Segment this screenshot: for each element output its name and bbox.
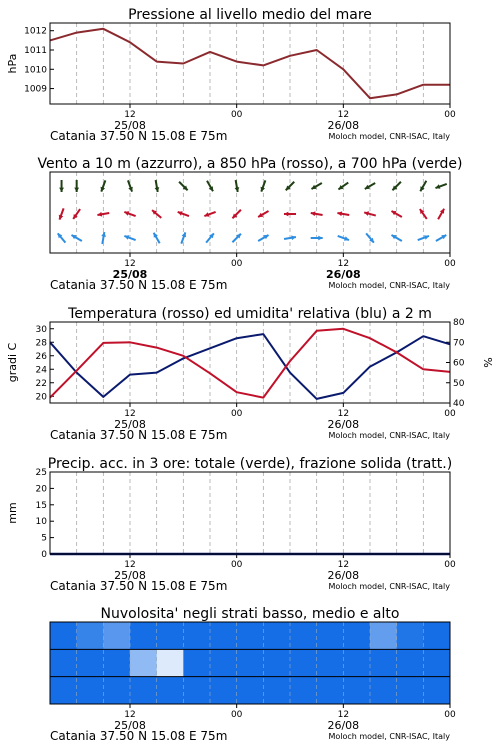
cloud-cell: [157, 622, 184, 649]
y-axis-label: mm: [6, 502, 19, 524]
x-tick-label: 00: [444, 560, 456, 570]
y-tick-label: 28: [35, 338, 47, 349]
cloud-cell: [423, 622, 450, 649]
y-tick-label: 10: [35, 517, 47, 528]
wind-arrow: [438, 209, 444, 219]
cloud-cell: [210, 649, 237, 676]
location-line: Catania 37.50 N 15.08 E 75m: [50, 729, 228, 743]
wind-arrow: [366, 233, 374, 242]
cloud-cell: [423, 649, 450, 676]
y-tick-label: 1009: [24, 84, 47, 95]
wind-arrow: [59, 208, 64, 219]
cloud-cell: [370, 677, 397, 704]
x-tick-label: 00: [230, 409, 243, 419]
date-label: 26/08: [327, 418, 360, 431]
cloud-cell: [317, 622, 344, 649]
pressure-line: [50, 29, 450, 98]
wind-arrow: [154, 233, 160, 243]
x-tick-label: 12: [124, 259, 136, 269]
y-axis-label: gradi C: [6, 342, 19, 383]
x-tick-label: 00: [444, 710, 456, 720]
cloud-cell: [263, 622, 290, 649]
x-tick-label: 00: [444, 110, 456, 120]
y-tick-label-right: 40: [453, 399, 465, 409]
y-tick-label: 22: [35, 378, 47, 389]
cloud-cell: [50, 677, 77, 704]
x-tick-label: 12: [337, 259, 350, 269]
y-tick-label: 24: [35, 365, 47, 376]
cloud-cell: [290, 677, 317, 704]
cloud-cell: [343, 677, 370, 704]
wind-arrow: [286, 182, 294, 190]
wind-arrow: [58, 233, 66, 242]
cloud-cell: [397, 622, 424, 649]
cloud-cell: [263, 677, 290, 704]
x-tick-label: 00: [230, 259, 243, 269]
date-label: 26/08: [327, 719, 360, 732]
cloud-cell: [77, 649, 104, 676]
cloud-cell: [183, 622, 210, 649]
date-label: 25/08: [112, 268, 148, 281]
cloud-cell: [290, 649, 317, 676]
cloud-cell: [317, 649, 344, 676]
cloud-cell: [77, 622, 104, 649]
x-tick-label: 00: [444, 409, 456, 419]
x-tick-label: 12: [337, 710, 350, 720]
cloud-cell: [370, 622, 397, 649]
panel-3: [6, 456, 456, 593]
panel-0: [6, 7, 456, 143]
wind-arrow: [74, 180, 79, 192]
panel-1: [37, 156, 462, 292]
cloud-cell: [103, 677, 130, 704]
plot-frame: [50, 472, 450, 554]
chart-title: Temperatura (rosso) ed umidita' relativa (blu) a 2 m: [68, 306, 432, 322]
cloud-cell: [183, 677, 210, 704]
cloud-cell: [130, 622, 157, 649]
plot-frame: [50, 172, 450, 253]
cloud-cell: [237, 677, 264, 704]
wind-arrow: [232, 210, 240, 218]
wind-arrow: [155, 180, 160, 192]
date-label: 25/08: [114, 418, 146, 431]
chart-title: Vento a 10 m (azzurro), a 850 hPa (rosso), a 700 hPa (verde): [37, 156, 463, 172]
y-tick-label-right: 50: [453, 378, 465, 389]
y-tick-label: 0: [41, 550, 47, 560]
x-tick-label: 12: [124, 409, 136, 419]
cloud-cell: [397, 649, 424, 676]
cloud-cell: [263, 649, 290, 676]
panel-4: [50, 606, 456, 743]
wind-arrow: [435, 184, 446, 189]
wind-arrow: [101, 232, 106, 244]
x-tick-label: 00: [230, 710, 243, 720]
cloud-cell: [103, 649, 130, 676]
y-tick-label-right: 60: [453, 358, 465, 369]
wind-arrow: [206, 233, 214, 242]
cloud-cell: [183, 649, 210, 676]
wind-arrow: [179, 182, 187, 190]
date-label: 25/08: [114, 719, 146, 732]
x-tick-label: 12: [337, 110, 350, 120]
date-label: 26/08: [326, 268, 361, 281]
cloud-cell: [370, 649, 397, 676]
cloud-cell: [130, 677, 157, 704]
cloud-cell: [317, 677, 344, 704]
y-tick-label-right: 80: [453, 318, 465, 328]
date-label: 25/08: [114, 119, 146, 132]
location-line: Catania 37.50 N 15.08 E 75m: [50, 278, 228, 292]
panel-2: [6, 306, 495, 442]
y-tick-label: 30: [35, 324, 47, 335]
y-tick-label: 20: [35, 484, 47, 495]
y-axis-label-right: %: [482, 357, 495, 368]
cloud-cell: [77, 677, 104, 704]
cloud-cell: [237, 649, 264, 676]
y-tick-label: 5: [41, 533, 47, 544]
y-tick-label: 26: [35, 351, 47, 362]
y-axis-label: hPa: [6, 53, 19, 74]
cloud-cell: [50, 622, 77, 649]
x-tick-label: 12: [337, 409, 350, 419]
y-tick-label-right: 70: [453, 338, 465, 349]
model-credit: Moloch model, CNR-ISAC, Italy: [328, 281, 450, 290]
cloud-cell: [423, 677, 450, 704]
x-tick-label: 00: [230, 560, 243, 570]
date-label: 25/08: [114, 569, 146, 582]
y-tick-label: 25: [35, 468, 47, 478]
x-tick-label: 12: [337, 560, 350, 570]
y-tick-label: 15: [35, 500, 47, 511]
y-tick-label: 1010: [24, 65, 47, 76]
x-tick-label: 12: [124, 710, 136, 720]
model-credit: Moloch model, CNR-ISAC, Italy: [328, 582, 450, 591]
model-credit: Moloch model, CNR-ISAC, Italy: [328, 132, 450, 141]
chart-title: Nuvolosita' negli strati basso, medio e alto: [100, 606, 400, 622]
cloud-cell: [103, 622, 130, 649]
y-tick-label: 1012: [24, 26, 47, 37]
y-tick-label: 20: [35, 392, 47, 403]
wind-arrow: [436, 235, 446, 241]
chart-title: Precip. acc. in 3 ore: totale (verde), frazione solida (tratt.): [47, 456, 453, 472]
cloud-cell: [210, 677, 237, 704]
location-line: Catania 37.50 N 15.08 E 75m: [50, 129, 228, 143]
chart-title: Pressione al livello medio del mare: [128, 7, 372, 23]
cloud-cell: [343, 622, 370, 649]
location-line: Catania 37.50 N 15.08 E 75m: [50, 428, 228, 442]
location-line: Catania 37.50 N 15.08 E 75m: [50, 579, 228, 593]
date-label: 26/08: [327, 119, 360, 132]
x-tick-label: 12: [124, 110, 136, 120]
model-credit: Moloch model, CNR-ISAC, Italy: [328, 431, 450, 440]
date-label: 26/08: [327, 569, 360, 582]
wind-arrow: [181, 232, 186, 243]
y-tick-label: 1011: [24, 46, 47, 56]
x-tick-label: 00: [230, 110, 243, 120]
temperature-line: [50, 329, 450, 398]
cloud-cell: [50, 649, 77, 676]
cloud-cell: [130, 649, 157, 676]
cloud-cell: [237, 622, 264, 649]
humidity-line: [50, 334, 450, 399]
x-tick-label: 00: [444, 259, 456, 269]
wind-arrow: [235, 180, 240, 192]
wind-arrow: [392, 182, 400, 190]
cloud-cell: [397, 677, 424, 704]
cloud-cell: [343, 649, 370, 676]
x-tick-label: 12: [124, 560, 136, 570]
cloud-cell: [210, 622, 237, 649]
cloud-cell: [157, 677, 184, 704]
wind-arrow: [59, 180, 64, 192]
wind-arrow: [232, 234, 240, 242]
model-credit: Moloch model, CNR-ISAC, Italy: [328, 732, 450, 741]
cloud-cell: [157, 649, 184, 676]
cloud-cell: [290, 622, 317, 649]
